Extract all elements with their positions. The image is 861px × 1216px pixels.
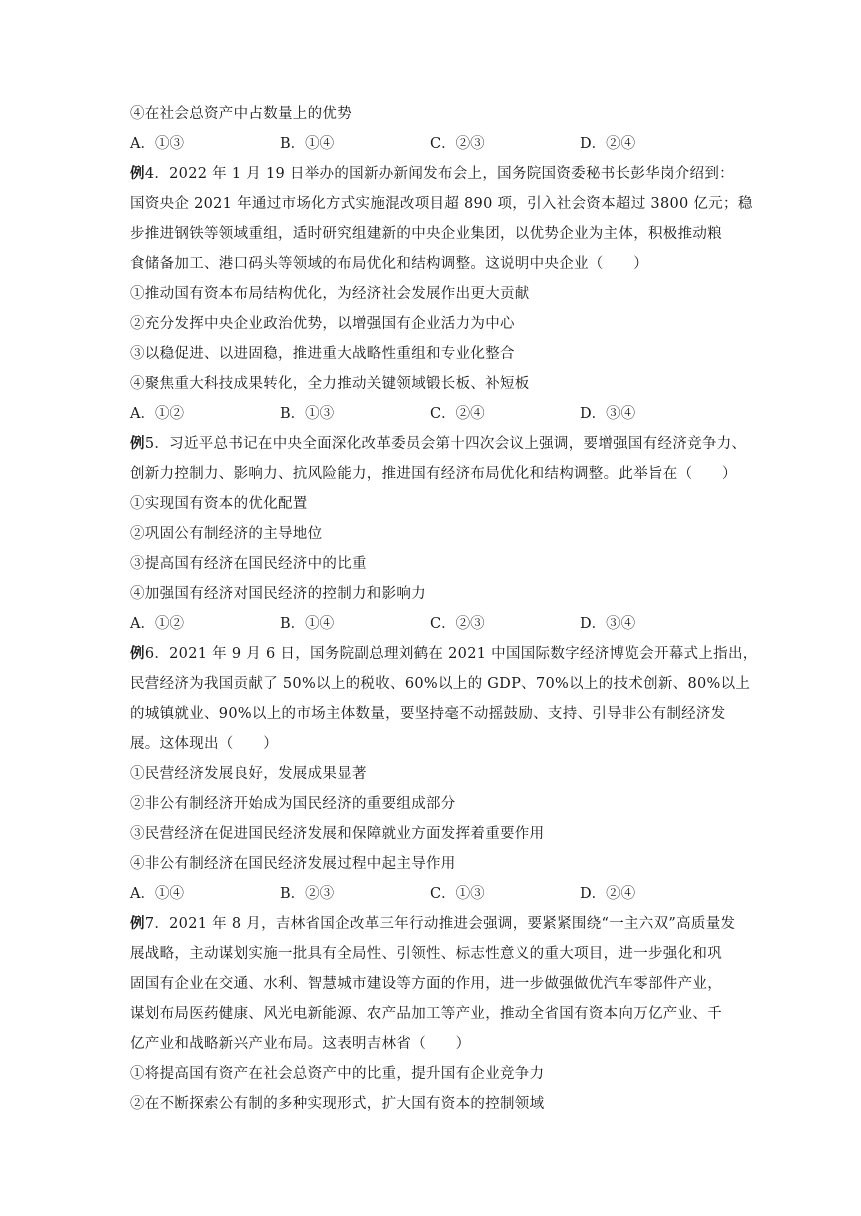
ex4-item-3: ③以稳促进、以进固稳，推进重大战略性重组和专业化整合 [130, 346, 515, 362]
ex5-text-1: 5．习近平总书记在中央全面深化改革委员会第十四次会议上强调，要增强国有经济竞争力、 [144, 436, 747, 452]
ex4-item-1: ①推动国有资本布局结构优化，为经济社会发展作出更大贡献 [130, 286, 530, 302]
ex4-option-d: D．③④ [580, 406, 636, 422]
ex4-label: 例 [130, 165, 145, 182]
ex5-label: 例 [130, 435, 145, 452]
ex7-line-4: 谋划布局医药健康、风光电新能源、农产品加工等产业，推动全省国有资本向万亿产业、千 [130, 1006, 722, 1022]
ex5-option-a: A．①② [130, 616, 184, 632]
ex6-option-d: D．②④ [580, 886, 636, 902]
ex6-item-2: ②非公有制经济开始成为国民经济的重要组成部分 [130, 796, 456, 812]
ex6-line-1 [130, 644, 760, 664]
ex4-line-2: 国资央企 2021 年通过市场化方式实施混改项目超 890 项，引入社会资本超过 3800 亿元；稳 [130, 196, 753, 212]
ex4-text-1: 4．2022 年 1 月 19 日举办的国新办新闻发布会上，国务院国资委秘书长彭华岗介绍到： [144, 166, 734, 182]
q3-item-4: ④在社会总资产中占数量上的优势 [130, 106, 352, 122]
ex5-item-1: ①实现国有资本的优化配置 [130, 496, 308, 512]
ex4-item-4: ④聚焦重大科技成果转化，全力推动关键领域锻长板、补短板 [130, 376, 530, 392]
ex7-line-5: 亿产业和战略新兴产业布局。这表明吉林省（ ） [130, 1036, 471, 1052]
ex5-item-2: ②巩固公有制经济的主导地位 [130, 526, 323, 542]
ex7-item-1: ①将提高国有资产在社会总资产中的比重，提升国有企业竞争力 [130, 1066, 545, 1082]
ex4-option-c: C．②④ [430, 406, 485, 422]
ex4-item-2: ②充分发挥中央企业政治优势，以增强国有企业活力为中心 [130, 316, 515, 332]
ex7-line-2: 展战略，主动谋划实施一批具有全局性、引领性、标志性意义的重大项目，进一步强化和巩 [130, 946, 722, 962]
ex4-options [130, 404, 770, 424]
ex6-option-c: C．①③ [430, 886, 485, 902]
ex5-item-4: ④加强国有经济对国民经济的控制力和影响力 [130, 586, 426, 602]
ex5-option-d: D．③④ [580, 616, 636, 632]
ex6-options [130, 884, 770, 904]
ex4-option-a: A．①② [130, 406, 184, 422]
ex6-option-a: A．①④ [130, 886, 184, 902]
ex7-label: 例 [130, 915, 145, 932]
q3-option-c: C．②③ [430, 136, 485, 152]
ex4-option-b: B．①③ [280, 406, 335, 422]
ex6-item-3: ③民营经济在促进国民经济发展和保障就业方面发挥着重要作用 [130, 826, 545, 842]
q3-option-d: D．②④ [580, 136, 636, 152]
ex7-line-3: 固国有企业在交通、水利、智慧城市建设等方面的作用，进一步做强做优汽车零部件产业， [130, 976, 722, 992]
ex5-option-c: C．②③ [430, 616, 485, 632]
ex6-item-4: ④非公有制经济在国民经济发展过程中起主导作用 [130, 856, 456, 872]
ex6-text-1: 6．2021 年 9 月 6 日，国务院副总理刘鹤在 2021 中国国际数字经济博览会开幕式上指出， [144, 646, 758, 662]
ex5-item-3: ③提高国有经济在国民经济中的比重 [130, 556, 367, 572]
q3-options [130, 134, 770, 154]
ex5-line-2: 创新力控制力、影响力、抗风险能力，推进国有经济布局优化和结构调整。此举旨在（ ） [130, 466, 737, 482]
ex6-line-3: 的城镇就业、90%以上的市场主体数量，要坚持毫不动摇鼓励、支持、引导非公有制经济发 [130, 706, 726, 722]
q3-option-b: B．①④ [280, 136, 335, 152]
ex4-line-1 [130, 164, 760, 184]
ex6-item-1: ①民营经济发展良好，发展成果显著 [130, 766, 367, 782]
ex7-text-1: 7．2021 年 8 月，吉林省国企改革三年行动推进会强调，要紧紧围绕“一主六双”高质量发 [144, 916, 736, 932]
ex4-line-3: 步推进钢铁等领域重组，适时研究组建新的中央企业集团，以优势企业为主体，积极推动粮 [130, 226, 722, 242]
ex5-options [130, 614, 770, 634]
ex4-line-4: 食储备加工、港口码头等领域的布局优化和结构调整。这说明中央企业（ ） [130, 256, 648, 272]
ex5-line-1 [130, 434, 760, 454]
ex6-label: 例 [130, 645, 145, 662]
ex7-line-1 [130, 914, 760, 934]
ex5-option-b: B．①④ [280, 616, 335, 632]
ex6-line-4: 展。这体现出（ ） [130, 736, 278, 752]
q3-option-a: A．①③ [130, 136, 184, 152]
ex6-line-2: 民营经济为我国贡献了 50%以上的税收、60%以上的 GDP、70%以上的技术创新、80%以上 [130, 676, 751, 692]
ex6-option-b: B．②③ [280, 886, 335, 902]
ex7-item-2: ②在不断探索公有制的多种实现形式，扩大国有资本的控制领域 [130, 1096, 545, 1112]
